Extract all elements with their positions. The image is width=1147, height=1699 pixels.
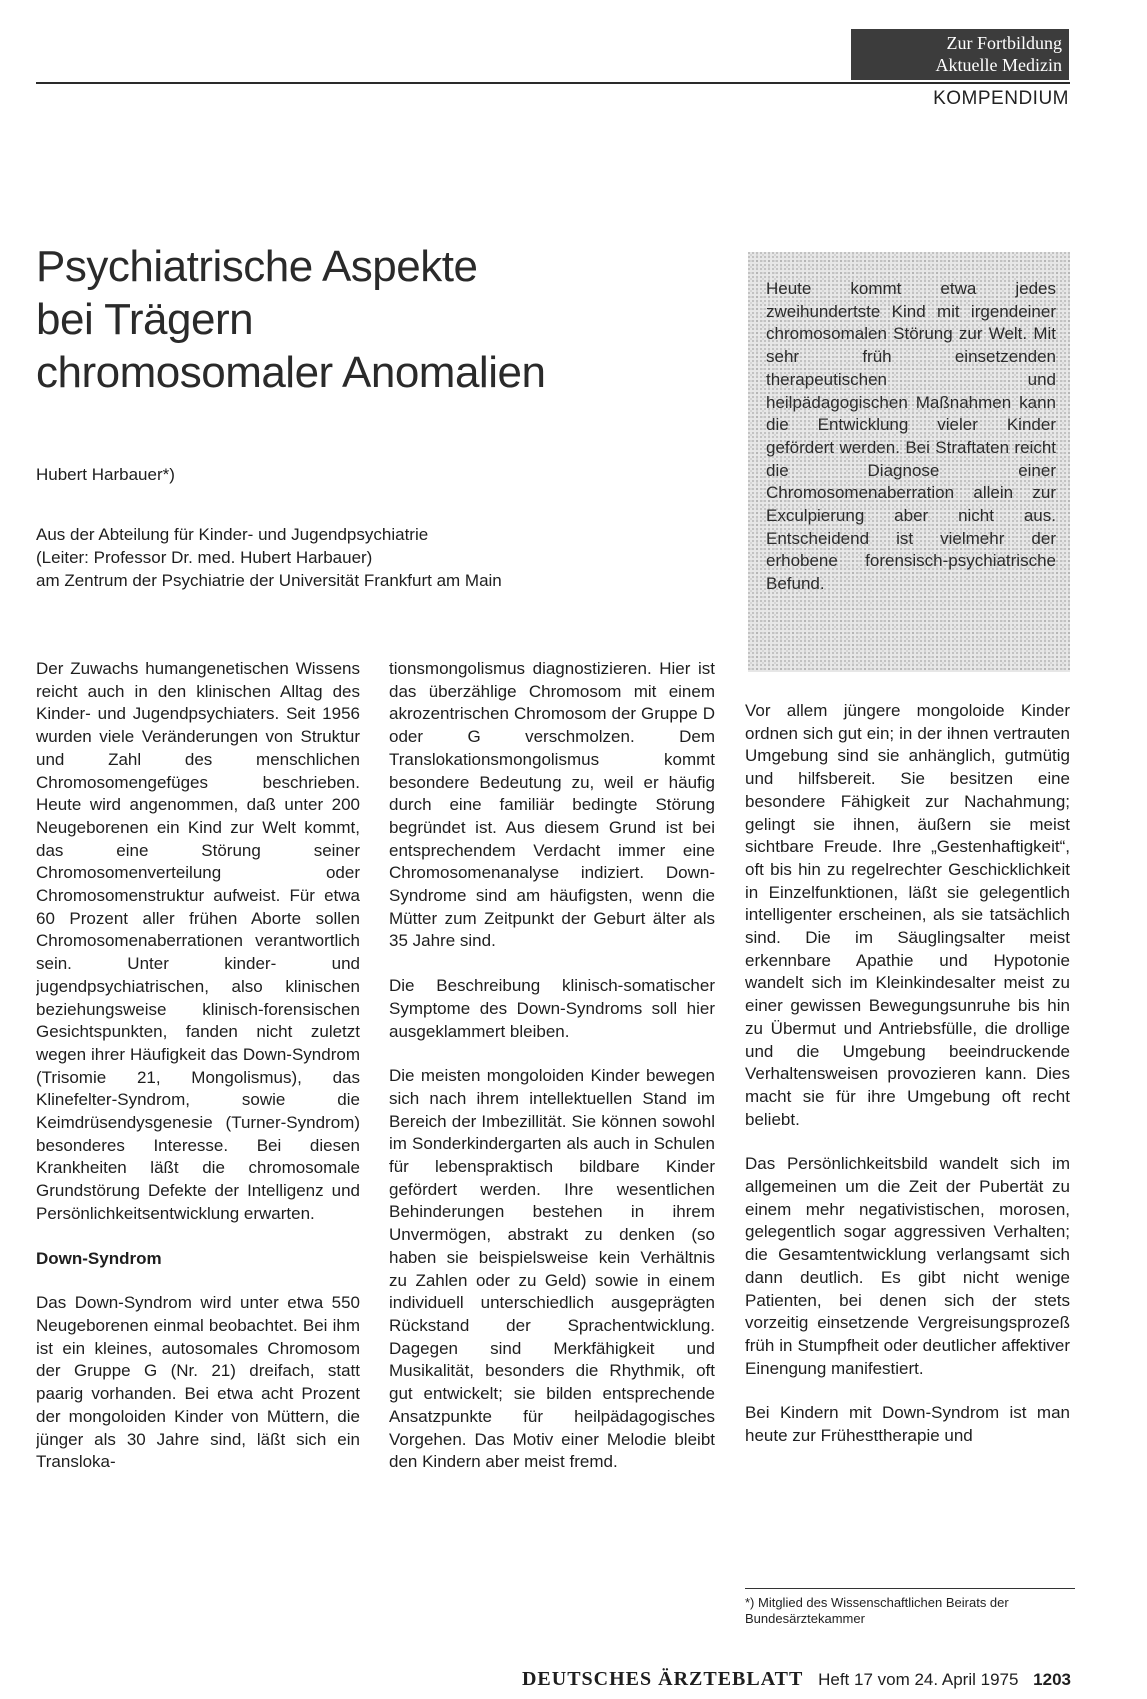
- body-paragraph: Vor allem jüngere mongoloide Kinder ordnen sich gut ein; in der ihnen vertrauten Umgebung sind sie anhänglich, gutmütig und hilfsbereit. Sie besitzen eine besondere Fähigkeit zur Nachahmung; gelingt sie ihnen, äußern sie meist sichtbare Freude. Ihre „Gestenhaftigkeit“, oft bis hin zu regelrechter Geschicklichkeit in Einzelfunktionen, läßt sie gelegentlich intelligenter erscheinen, als sie tatsächlich sind. Die im Säuglingsalter meist erkennbare Apathie und Hypotonie wandelt sich im Kleinkindesalter meist zu einer gewissen Bewegungsunruhe bis hin zu Übermut und Antriebsfülle, die drollige und die Umgebung beeindruckende Verhaltensweisen provozieren kann. Dies macht sie für ihre Umgebung oft recht beliebt.: [745, 701, 1070, 1129]
- body-paragraph: tionsmongolismus diagnostizieren. Hier ist das überzählige Chromosom mit einem akrozentrischen Chromosom der Gruppe D oder G verschmolzen. Dem Translokationsmongolismus kommt besondere Bedeutung zu, weil er häufig durch eine familiär bedingte Störung begründet ist. Aus diesem Grund ist bei entsprechendem Verdacht immer eine Chromosomenanalyse indiziert. Down-Syndrome sind am häufigsten, wenn die Mütter zum Zeitpunkt der Geburt älter als 35 Jahre sind.: [389, 659, 715, 951]
- title-line-2: bei Trägern: [36, 295, 254, 344]
- affiliation-line-1: Aus der Abteilung für Kinder- und Jugendpsychiatrie: [36, 525, 429, 544]
- title-line-3: chromosomaler Anomalien: [36, 348, 546, 397]
- body-paragraph: Der Zuwachs humangenetischen Wissens reicht auch in den klinischen Alltag des Kinder- und Jugendpsychiaters. Seit 1956 wurden viele Veränderungen von Struktur und Zahl des menschlichen Chromosomengefüges beschrieben. Heute wird angenommen, daß unter 200 Neugeborenen ein Kind zur Welt kommt, das eine Störung seiner Chromosomenverteilung oder Chromosomenstruktur aufweist. Für etwa 60 Prozent aller frühen Aborte sollen Chromosomenaberrationen verantwortlich sein. Unter kinder- und jugendpsychiatrischen, also klinischen beziehungsweise klinisch-forensischen Gesichtspunkten, fanden nicht zuletzt wegen ihrer Häufigkeit das Down-Syndrom (Trisomie 21, Mongolismus), das Klinefelter-Syndrom, sowie die Keimdrüsendysgenesie (Turner-Syndrom) besonderes Interesse. Bei diesen Krankheiten läßt die chromosomale Grundstörung Defekte der Intelligenz und Persönlichkeitsentwicklung erwarten.: [36, 659, 360, 1223]
- journal-name: DEUTSCHES ÄRZTEBLATT: [521, 1668, 804, 1690]
- body-paragraph: Die Beschreibung klinisch-somatischer Symptome des Down-Syndroms soll hier ausgeklammert bleiben.: [389, 976, 715, 1041]
- body-paragraph: Bei Kindern mit Down-Syndrom ist man heute zur Frühesttherapie und: [745, 1403, 1070, 1446]
- section-badge: [851, 29, 1069, 80]
- affiliation-line-3: am Zentrum der Psychiatrie der Universität Frankfurt am Main: [36, 571, 502, 590]
- issue-info: Heft 17 vom 24. April 1975: [818, 1670, 1019, 1689]
- article-title: [36, 240, 656, 399]
- body-paragraph: Das Persönlichkeitsbild wandelt sich im allgemeinen um die Zeit der Pubertät zu einem mehr negativistischen, morosen, gelegentlich sogar aggressiven Verhalten; die Gesamtentwicklung verlangsamt sich dann deutlich. Es gibt nicht wenige Patienten, bei denen sich der stets vorzeitig einsetzende Vergreisungsprozeß früh in Stumpfheit oder deutlicher affektiver Einengung manifestiert.: [745, 1154, 1070, 1378]
- affiliation: [36, 523, 502, 592]
- text-column-3: [745, 700, 1070, 1580]
- page-footer: [522, 1668, 1071, 1691]
- section-label: KOMPENDIUM: [933, 88, 1069, 109]
- footnote: *) Mitglied des Wissenschaftlichen Beirats der Bundesärztekammer: [745, 1588, 1075, 1627]
- affiliation-line-2: (Leiter: Professor Dr. med. Hubert Harbauer): [36, 548, 373, 567]
- text-column-1: [36, 658, 360, 1598]
- text-column-2: [389, 658, 715, 1598]
- badge-line-2: Aktuelle Medizin: [935, 55, 1062, 75]
- subheading-down-syndrom: Down-Syndrom: [36, 1248, 162, 1268]
- author: Hubert Harbauer*): [36, 465, 175, 484]
- header-rule: [36, 82, 1070, 84]
- title-line-1: Psychiatrische Aspekte: [36, 242, 478, 291]
- page-number: 1203: [1033, 1670, 1071, 1689]
- body-paragraph: Die meisten mongoloiden Kinder bewegen sich nach ihrem intellektuellen Stand im Bereich der Imbezillität. Sie können sowohl im Sonderkindergarten als auch in Schulen für lebenspraktisch bildbare Kinder gefördert werden. Ihre wesentlichen Behinderungen bestehen in ihrem Unvermögen, abstrakt zu denken (so haben sie beispielsweise kein Verhältnis zu Zahlen oder zu Geld) sowie in einem individuell unterschiedlich ausgeprägten Rückstand der Sprachentwicklung. Dagegen sind Merkfähigkeit und Musikalität, besonders die Rhythmik, oft gut entwickelt; sie bilden entsprechende Ansatzpunkte für heilpädagogisches Vorgehen. Das Motiv einer Melodie bleibt den Kindern aber meist fremd.: [389, 1066, 715, 1472]
- body-paragraph: Das Down-Syndrom wird unter etwa 550 Neugeborenen einmal beobachtet. Bei ihm ist ein kleines, autosomales Chromosom der Gruppe G (Nr. 21) dreifach, statt paarig vorhanden. Bei etwa acht Prozent der mongoloiden Kinder von Müttern, die jünger als 30 Jahre sind, läßt sich ein Transloka-: [36, 1293, 360, 1472]
- summary-box: Heute kommt etwa jedes zweihundertste Kind mit irgendeiner chromosomalen Störung zur Welt. Mit sehr früh einsetzenden therapeutischen und heilpädagogischen Maßnahmen kann die Entwicklung vieler Kinder gefördert werden. Bei Straftaten reicht die Diagnose einer Chromosomenaberration allein zur Exculpierung aber nicht aus. Entscheidend ist vielmehr der erhobene forensisch-psychiatrische Befund.: [748, 252, 1070, 672]
- badge-line-1: Zur Fortbildung: [946, 33, 1062, 53]
